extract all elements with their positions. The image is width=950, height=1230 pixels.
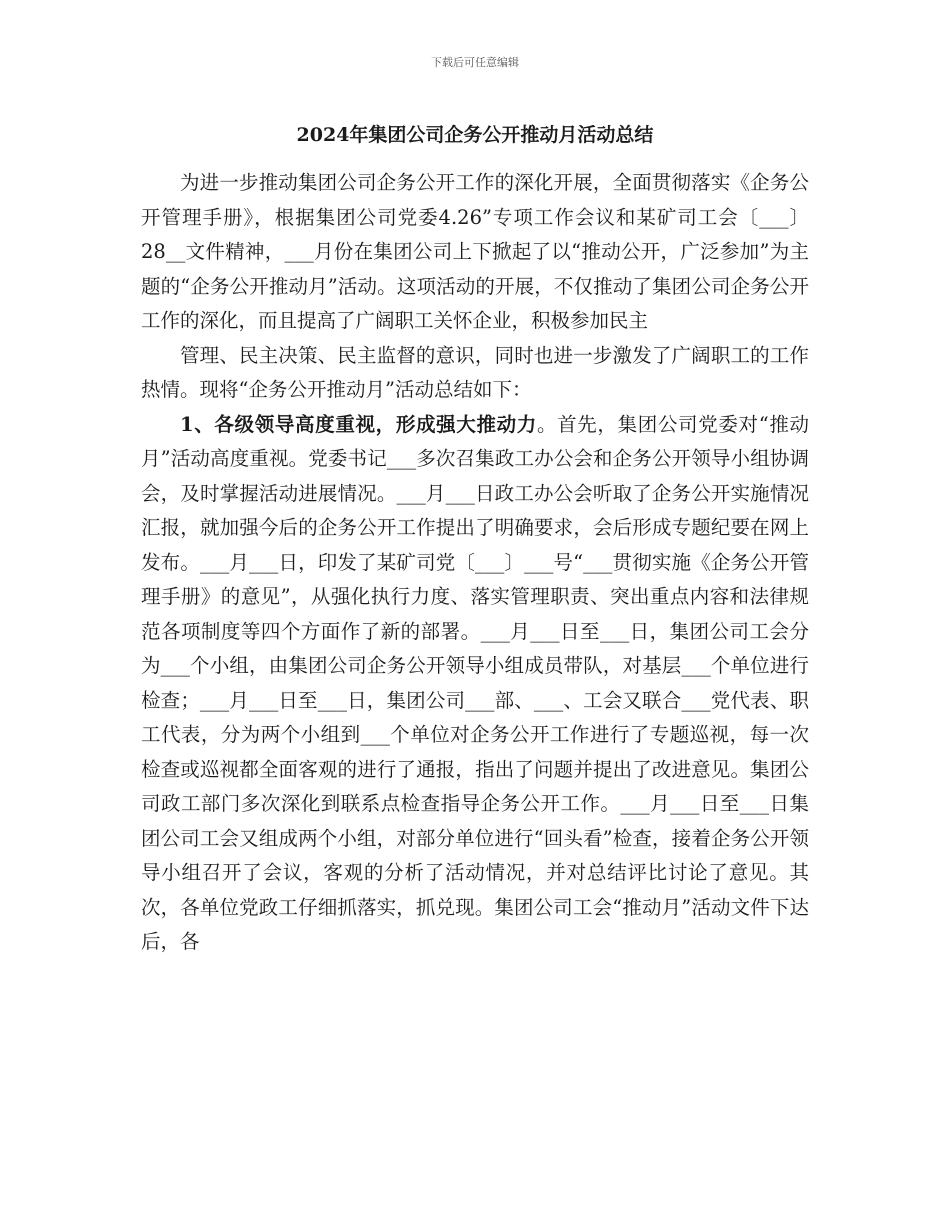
section-1-heading: 1、各级领导高度重视，形成强大推动力 [180, 412, 537, 436]
paragraph-intro: 为进一步推动集团公司企务公开工作的深化开展，全面贯彻落实《企务公开管理手册》，根据集团公司党委4.26”专项工作会议和某矿司工会〔___〕28__文件精神，___月份在集团公司上下掀起了以“推动公开，广泛参加”为主题的“企务公开推动月”活动。这项活动的开展，不仅推动了集团公司企务公开工作的深化，而且提高了广阔职工关怀企业，积极参加民主 [141, 171, 809, 332]
document-body [141, 166, 809, 960]
paragraph-continuation: 管理、民主决策、民主监督的意识，同时也进一步激发了广阔职工的工作热情。现将“企务公开推动月”活动总结如下： [141, 343, 809, 401]
document-title: 2024年集团公司企务公开推动月活动总结 [296, 124, 654, 146]
section-1-text: 。首先，集团公司党委对“推动月”活动高度重视。党委书记___多次召集政工办公会和企务公开领导小组协调会，及时掌握活动进展情况。___月___日政工办公会听取了企务公开实施情况汇报，就加强今后的企务公开工作提出了明确要求，会后形成专题纪要在网上发布。___月___日，印发了某矿司党〔___〕___号“___贯彻实施《企务公开管理手册》的意见”，从强化执行力度、落实管理职责、突出重点内容和法律规范各项制度等四个方面作了新的部署。___月___日至___日，集团公司工会分为___个小组，由集团公司企务公开领导小组成员带队，对基层___个单位进行检查；___月___日至___日，集团公司___部、___、工会又联合___党代表、职工代表，分为两个小组到___个单位对企务公开工作进行了专题巡视，每一次检查或巡视都全面客观的进行了通报，指出了问题并提出了改进意见。集团公司政工部门多次深化到联系点检查指导企务公开工作。___月___日至___日集团公司工会又组成两个小组，对部分单位进行“回头看”检查，接着企务公开领导小组召开了会议，客观的分析了活动情况，并对总结评比讨论了意见。其次，各单位党政工仔细抓落实，抓兑现。集团公司工会“推动月”活动文件下达后，各 [141, 412, 809, 953]
header-note: 下载后可任意编辑 [431, 56, 519, 69]
paragraph-section-1 [141, 408, 809, 960]
